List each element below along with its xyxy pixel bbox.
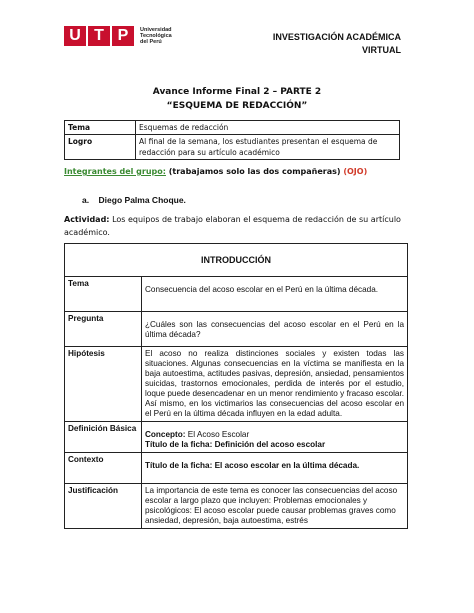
info-table	[64, 120, 400, 160]
integrantes-label: Integrantes del grupo:	[64, 167, 166, 176]
outline-value: Título de la ficha: El acoso escolar en la última década.	[142, 453, 408, 484]
outline-row-definicion	[65, 422, 408, 453]
outline-key: Hipótesis	[65, 347, 142, 422]
outline-row-hipotesis	[65, 347, 408, 422]
outline-value: El acoso no realiza distinciones sociales y existen todas las situaciones. Algunas consecuencias en la víctima se manifiesta en la baja autoestima, actitudes pasivas, depresión, ansiedad, pensamientos suicidas, trastornos emocionales, perdida de interés por el estudio, loque puede desencadenar en un menor rendimiento y fracaso escolar. Así mismo, en los victimarios las consecuencias del acoso escolar en el Perú en la última década influyen en la edad adulta.	[142, 347, 408, 422]
outline-heading: INTRODUCCIÓN	[65, 244, 408, 277]
activity-text: Los equipos de trabajo elaboran el esquema de redacción de su artículo académico.	[64, 215, 401, 237]
title-line2: “ESQUEMA DE REDACCIÓN”	[166, 101, 308, 111]
member-item	[82, 195, 186, 205]
concept-label: Concepto:	[145, 430, 186, 439]
utp-logo	[64, 26, 172, 46]
outline-value: La importancia de este tema es conocer las consecuencias del acoso escolar a largo plazo que incluyen: Problemas emocionales y psicológicos: El acoso escolar puede causar problemas graves como ansiedad, depresión, baja autoestima, estrés	[142, 484, 408, 529]
outline-key: Justificación	[65, 484, 142, 529]
outline-key: Pregunta	[65, 312, 142, 347]
info-value: Al final de la semana, los estudiantes presentan el esquema de redacción para su artículo académico	[136, 135, 400, 160]
activity-label: Actividad:	[64, 215, 110, 224]
outline-value: ¿Cuáles son las consecuencias del acoso escolar en el Perú en la última década?	[142, 312, 408, 347]
outline-row-justificacion	[65, 484, 408, 529]
header-right	[273, 31, 401, 57]
outline-row-tema	[65, 277, 408, 312]
info-key: Tema	[65, 121, 136, 135]
outline-value: Consecuencia del acoso escolar en el Perú en la última década.	[142, 277, 408, 312]
outline-key: Definición Básica	[65, 422, 142, 453]
activity-paragraph	[64, 213, 404, 239]
outline-key: Contexto	[65, 453, 142, 484]
logo-letter-u: U	[64, 26, 86, 46]
ficha-title: Título de la ficha: Definición del acoso escolar	[145, 440, 326, 449]
info-value: Esquemas de redacción	[136, 121, 400, 135]
member-name: Diego Palma Choque.	[98, 195, 186, 205]
concept-value: El Acoso Escolar	[187, 430, 250, 439]
document-title	[0, 85, 474, 113]
logo-letter-p: P	[112, 26, 134, 46]
outline-row-contexto	[65, 453, 408, 484]
header-line1: INVESTIGACIÓN ACADÉMICA	[272, 32, 401, 42]
outline-row-pregunta	[65, 312, 408, 347]
concept-line	[145, 430, 404, 440]
integrantes-line	[64, 167, 367, 176]
info-row-logro	[65, 135, 400, 160]
outline-value	[142, 422, 408, 453]
university-name: Universidad Tecnológica del Perú	[140, 27, 172, 45]
outline-key: Tema	[65, 277, 142, 312]
info-key: Logro	[65, 135, 136, 160]
outline-heading-row	[65, 244, 408, 277]
member-marker: a.	[82, 195, 90, 205]
info-row-tema	[65, 121, 400, 135]
integrantes-note: (trabajamos solo las dos compañeras)	[168, 167, 341, 176]
outline-table	[64, 243, 408, 529]
title-line1: Avance Informe Final 2 – PARTE 2	[152, 87, 322, 97]
integrantes-ojo: (OJO)	[343, 167, 368, 176]
logo-letter-t: T	[88, 26, 110, 46]
header-line2: VIRTUAL	[362, 45, 401, 55]
